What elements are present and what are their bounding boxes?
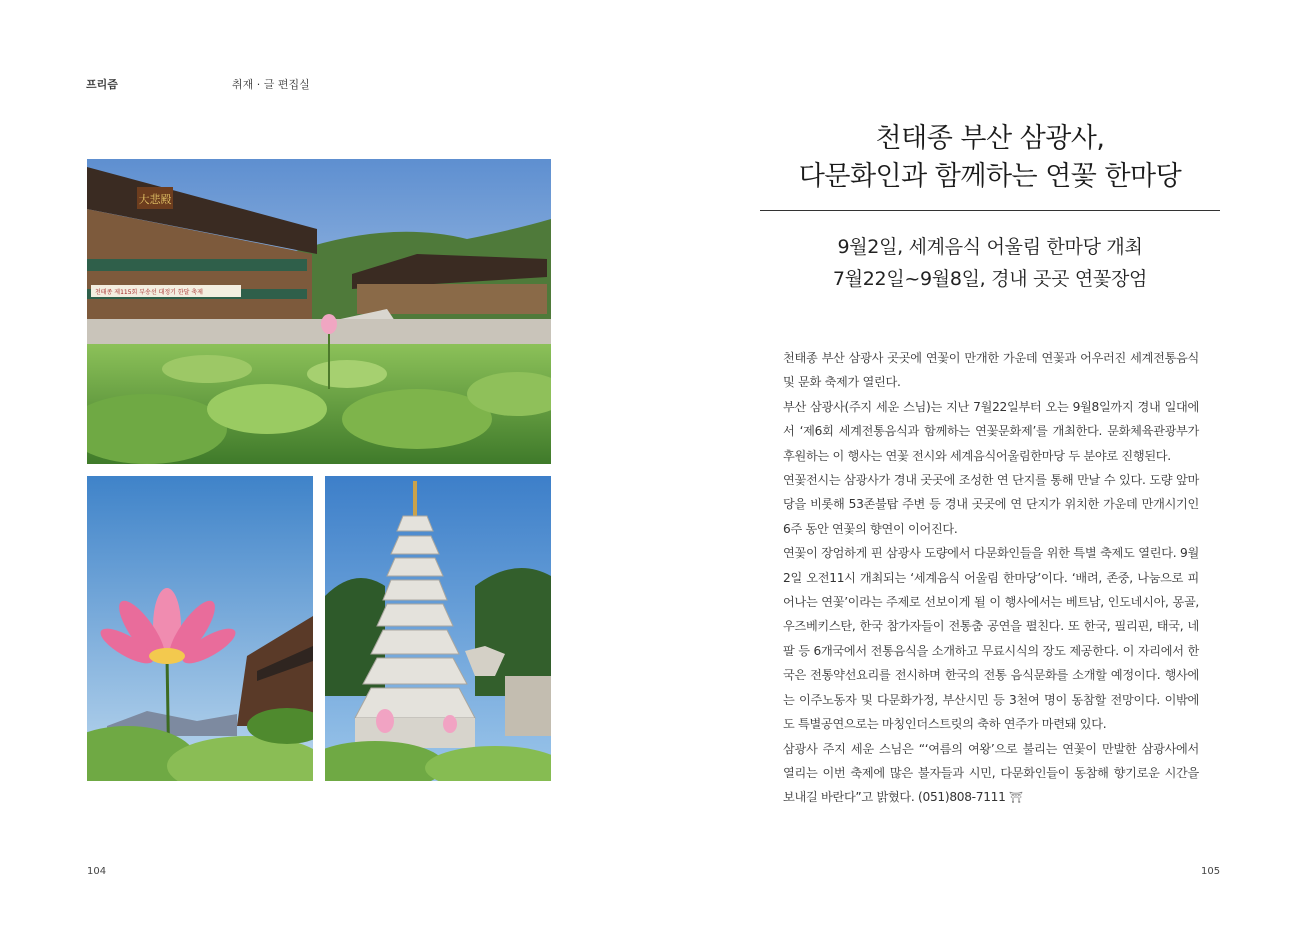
signboard-text: 大悲殿: [138, 193, 172, 206]
article-title: [760, 120, 1220, 196]
section-label: 프리즘: [86, 78, 118, 91]
lotus-flower-photo: [87, 476, 313, 781]
paragraph: 연꽃전시는 삼광사가 경내 곳곳에 조성한 연 단지를 통해 만날 수 있다. 도량 앞마당을 비롯해 53존불탑 주변 등 경내 곳곳에 연 단지가 위치한 가운데 만개시기인 6주 동안 연꽃의 향연이 이어진다.: [783, 473, 1199, 536]
page-number-left: 104: [87, 866, 107, 877]
subtitle-line-1: 9월2일, 세계음식 어울림 한마당 개최: [837, 236, 1143, 258]
banner-text: 천태종 제115회 부송선 대정기 한달 축제: [95, 289, 203, 296]
paragraph-last: [783, 737, 1199, 811]
article-body: [783, 346, 1199, 811]
paragraph: 삼광사 주지 세운 스님은 “‘여름의 여왕’으로 불리는 연꽃이 만발한 삼광사에서 열리는 이번 축제에 많은 불자들과 시민, 다문화인들이 동참해 향기로운 시간을 보내길 바란다”고 밝혔다. (051)808-7111: [783, 741, 1199, 805]
paragraph: 연꽃이 장엄하게 핀 삼광사 도량에서 다문화인들을 위한 특별 축제도 열린다. 9월2일 오전11시 개최되는 ‘세계음식 어울림 한마당’이다. ‘배려, 존중, 나눔으로 피어나는 연꽃’이라는 주제로 선보이게 될 이 행사에서는 베트남, 인도네시아, 몽골, 우즈베키스탄, 한국 참가자들이 전통춤 공연을 펼친다. 또 한국, 필리핀, 태국, 네팔 등 6개국에서 전통음식을 소개하고 무료시식의 장도 제공한다. 이 자리에서 한국은 전통약선요리를 전시하며 한국의 전통 음식문화를 소개할 예정이다. 행사에는 이주노동자 및 다문화가정, 부산시민 등 3천여 명이 동참할 전망이다. 이밖에도 특별공연으로는 마칭인더스트릿의 축하 연주가 마련돼 있다.: [783, 546, 1199, 732]
end-mark-icon: ⛩: [1009, 791, 1023, 805]
title-line-1: 천태종 부산 삼광사,: [875, 123, 1105, 154]
paragraph: 천태종 부산 삼광사 곳곳에 연꽃이 만개한 가운데 연꽃과 어우러진 세계전통음식 및 문화 축제가 열린다.: [783, 351, 1199, 390]
title-divider: [760, 210, 1220, 211]
article-subtitle: [760, 231, 1220, 295]
temple-lotus-photo: [87, 159, 551, 464]
page-number-right: 105: [1201, 866, 1221, 877]
paragraph: 부산 삼광사(주지 세운 스님)는 지난 7월22일부터 오는 9월8일까지 경내 일대에서 ‘제6회 세계전통음식과 함께하는 연꽃문화제’를 개최한다. 문화체육관광부가 후원하는 이 행사는 연꽃 전시와 세계음식어울림한마당 두 분야로 진행된다.: [783, 399, 1199, 463]
credit-label: 취재 · 글 편집실: [232, 78, 310, 91]
subtitle-line-2: 7월22일~9월8일, 경내 곳곳 연꽃장엄: [832, 268, 1148, 290]
title-line-2: 다문화인과 함께하는 연꽃 한마당: [798, 161, 1182, 192]
pagoda-photo: [325, 476, 551, 781]
